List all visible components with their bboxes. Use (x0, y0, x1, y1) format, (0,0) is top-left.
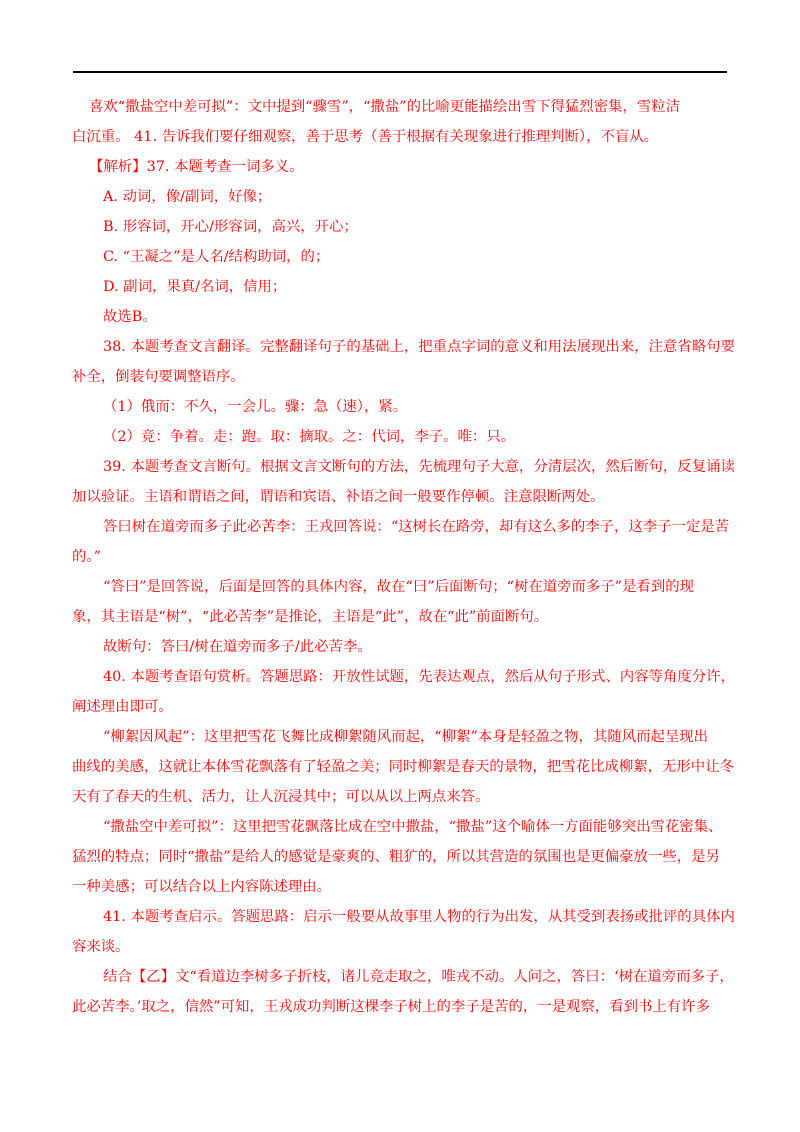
analysis-heading: 【解析】37. 本题考查一词多义。 (89, 159, 304, 175)
text-line: 猛烈的特点；同时“撒盐”是给人的感觉是豪爽的、粗犷的，所以其营造的氛围也是更偏豪放一些，是另 (72, 849, 720, 865)
text-line: 故断句：答曰/树在道旁而多子/此必苦李。 (103, 639, 372, 655)
text-line: 一种美感；可以结合以上内容陈述理由。 (72, 879, 332, 895)
text-line: “撒盐空中差可拟”：这里把雪花飘落比成在空中撒盐，“撒盐”这个喻体一方面能够突出雪花密集、 (103, 819, 723, 835)
text-line: 结合【乙】文“看道边李树多子折枝，诸儿竞走取之，唯戎不动。人问之，答曰：‘树在道旁而多子， (103, 969, 734, 985)
document-body (72, 92, 735, 1022)
text-line: （1）俄而：不久，一会儿。骤：急（速），紧。 (103, 399, 408, 415)
text-line: 天有了春天的生机、活力，让人沉浸其中；可以从以上两点来答。 (72, 789, 490, 805)
text-line: 41. 本题考查启示。答题思路：启示一般要从故事里人物的行为出发，从其受到表扬或批评的具体内 (103, 909, 735, 925)
text-line: 曲线的美感，这就让本体雪花飘落有了轻盈之美；同时柳絮是春天的景物，把雪花比成柳絮，无形中让冬 (72, 759, 734, 775)
text-line: 40. 本题考查语句赏析。答题思路：开放性试题，先表达观点，然后从句子形式、内容等角度分许， (103, 669, 735, 685)
text-line: 补全，倒装句要调整语序。 (72, 369, 245, 385)
text-line: 38. 本题考查文言翻译。完整翻译句子的基础上，把重点字词的意义和用法展现出来，注意省略句要 (103, 339, 735, 355)
text-line: （2）竞：争着。走：跑。取：摘取。之：代词，李子。唯：只。 (103, 429, 516, 445)
text-line: D. 副词，果真/名词，信用； (103, 279, 287, 295)
text-line: B. 形容词，开心/形容词，高兴，开心； (103, 219, 358, 235)
header-rule (73, 71, 727, 73)
text-line: 象，其主语是“树”，“此必苦李”是推论，主语是“此”，故在“此”前面断句。 (72, 609, 549, 625)
text-line: A. 动词，像/副词，好像； (103, 189, 272, 205)
text-line: “答曰”是回答说，后面是回答的具体内容，故在“曰”后面断句；“树在道旁而多子”是看到的现 (103, 579, 694, 595)
text-line: 白沉重。 41. 告诉我们要仔细观察，善于思考（善于根据有关现象进行推理判断），不盲从。 (72, 129, 659, 145)
text-line: 此必苦李。’取之，信然”可知，王戎成功判断这棵李子树上的李子是苦的，一是观察，看到书上有许多 (72, 999, 710, 1015)
text-line: C. “王凝之”是人名/结构助词，的； (103, 249, 330, 265)
text-line: 故选B。 (103, 309, 157, 325)
text-line: 阐述理由即可。 (72, 699, 173, 715)
text-line: 容来谈。 (72, 939, 130, 955)
text-line: 加以验证。主语和谓语之间，谓语和宾语、补语之间一般要作停顿。注意限断两处。 (72, 489, 605, 505)
text-line: 39. 本题考查文言断句。根据文言文断句的方法，先梳理句子大意，分清层次，然后断句，反复诵读 (103, 459, 735, 475)
text-line: 的。” (72, 549, 101, 565)
text-line: 答曰树在道旁而多子此必苦李：王戎回答说：“这树长在路旁，却有这么多的李子，这李子一定是苦 (103, 519, 730, 535)
text-line: “柳絮因风起”：这里把雪花飞舞比成柳絮随风而起，“柳絮”本身是轻盈之物，其随风而起呈现出 (103, 729, 709, 745)
text-line: 喜欢“撒盐空中差可拟”：文中提到“骤雪”，“撒盐”的比喻更能描绘出雪下得猛烈密集，雪粒洁 (89, 99, 680, 115)
